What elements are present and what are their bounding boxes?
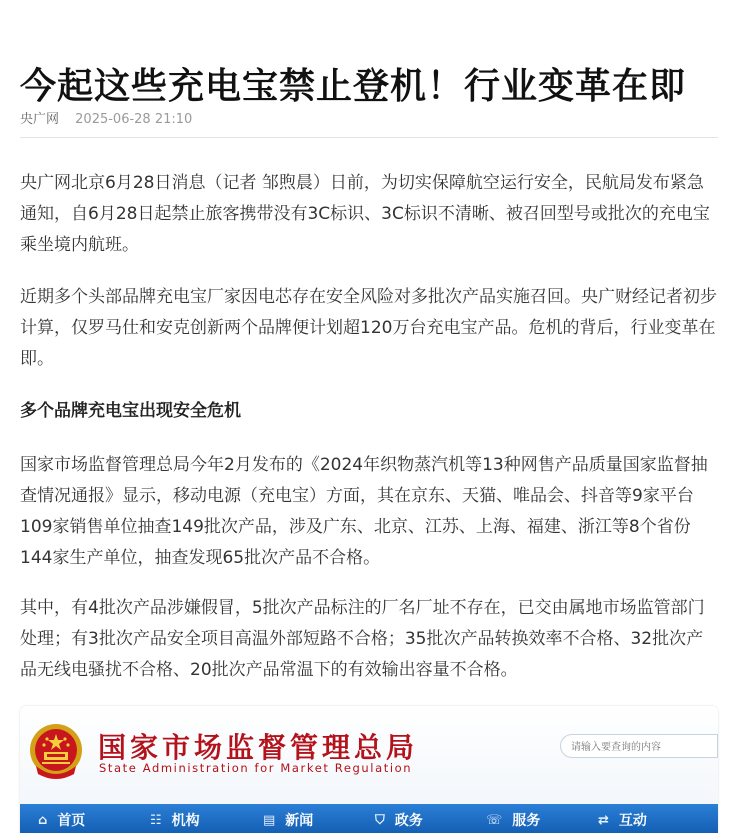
nav-label: 机构 — [171, 813, 200, 829]
meta-divider — [20, 137, 718, 138]
home-icon: ⌂ — [38, 812, 48, 828]
nav-item-interact[interactable] — [598, 810, 647, 830]
nav-label: 政务 — [394, 813, 423, 829]
nav-item-home[interactable] — [38, 810, 85, 830]
embedded-website-image — [20, 706, 718, 833]
org-name-en: State Administration for Market Regulation — [99, 761, 413, 775]
nav-label: 首页 — [57, 813, 86, 829]
news-icon: ▤ — [263, 812, 276, 828]
nav-item-gov[interactable] — [375, 810, 423, 830]
paragraph-2: 近期多个头部品牌充电宝厂家因电芯存在安全风险对多批次产品实施召回。央广财经记者初步计算，仅罗马仕和安克创新两个品牌便计划超120万台充电宝产品。危机的背后，行业变革在即。 — [20, 287, 717, 369]
nav-item-news[interactable] — [263, 810, 313, 830]
section-heading: 多个品牌充电宝出现安全危机 — [20, 401, 241, 421]
org-name-cn: 国家市场监督管理总局 — [98, 731, 419, 764]
site-search-input[interactable] — [561, 736, 718, 760]
nav-item-org[interactable] — [150, 810, 200, 830]
paragraph-1: 央广网北京6月28日消息（记者 邹煦晨）日前，为切实保障航空运行安全，民航局发布紧急通知，自6月28日起禁止旅客携带没有3C标识、3C标识不清晰、被召回型号或批次的充电宝乘坐境内航班。 — [20, 173, 710, 255]
site-nav-bar — [20, 804, 718, 833]
nav-label: 服务 — [512, 813, 541, 829]
gov-icon: ⛉ — [375, 812, 385, 828]
article-datetime: 2025-06-28 21:10 — [75, 112, 193, 127]
site-search-box[interactable] — [560, 734, 718, 758]
paragraph-3: 国家市场监督管理总局今年2月发布的《2024年织物蒸汽机等13种网售产品质量国家监督抽查情况通报》显示，移动电源（充电宝）方面，其在京东、天猫、唯品会、抖音等9家平台109家销售单位抽查149批次产品，涉及广东、北京、江苏、上海、福建、浙江等8个省份144家生产单位，抽查发现65批次产品不合格。 — [20, 455, 708, 568]
paragraph-4: 其中，有4批次产品涉嫌假冒，5批次产品标注的厂名厂址不存在，已交由属地市场监管部门处理；有3批次产品安全项目高温外部短路不合格；35批次产品转换效率不合格、32批次产品无线电骚扰不合格、20批次产品常温下的有效输出容量不合格。 — [20, 598, 705, 680]
org-icon: ☷ — [150, 812, 162, 828]
nav-label: 互动 — [618, 813, 647, 829]
national-emblem-icon — [28, 722, 84, 784]
article-source[interactable]: 央广网 — [20, 112, 60, 127]
article-meta — [20, 108, 192, 127]
nav-label: 新闻 — [285, 813, 314, 829]
nav-item-service[interactable] — [486, 810, 540, 830]
article-title: 今起这些充电宝禁止登机！行业变革在即 — [20, 66, 687, 108]
interact-icon: ⇄ — [598, 812, 609, 828]
service-icon: ☏ — [486, 812, 503, 828]
